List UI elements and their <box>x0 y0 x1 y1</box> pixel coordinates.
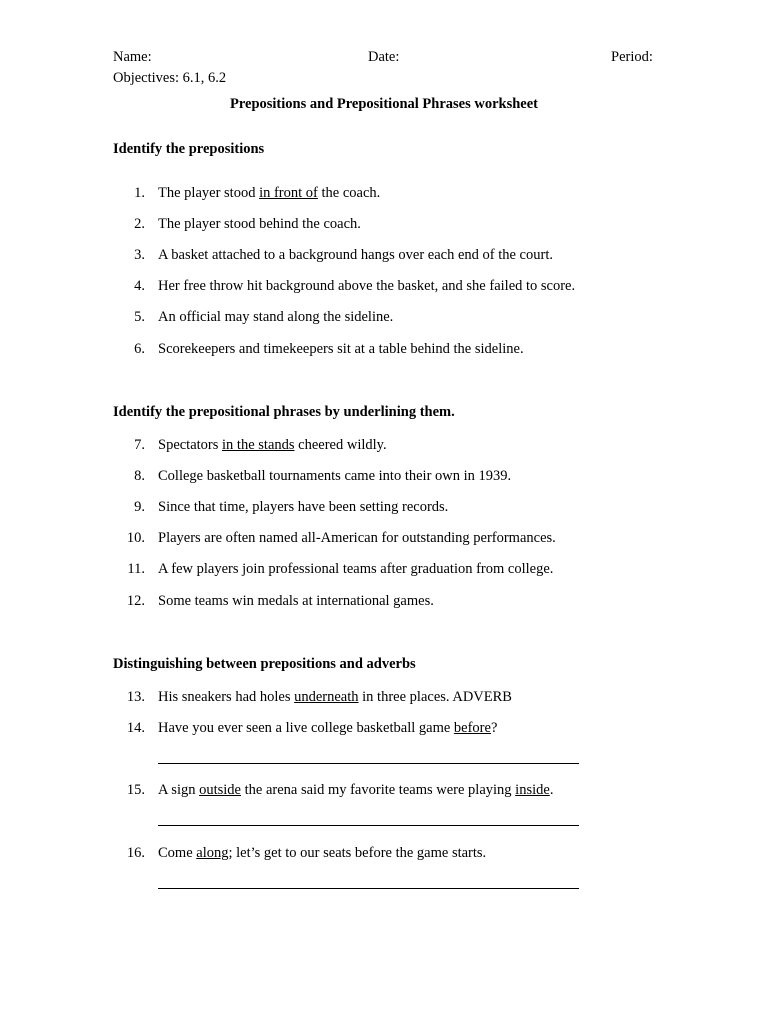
list-item <box>113 592 673 610</box>
text-segment: A sign <box>158 782 200 798</box>
item-text <box>158 277 575 295</box>
item-text <box>158 560 553 578</box>
item-text <box>158 436 387 454</box>
item-text <box>158 308 393 326</box>
text-segment: ? <box>490 720 498 736</box>
item-text <box>158 498 448 516</box>
objectives: Objectives: 6.1, 6.2 <box>113 70 227 86</box>
list-item <box>113 246 673 264</box>
item-number: 7. <box>134 437 145 453</box>
text-segment: College basketball tournaments came into their own in 1939. <box>158 468 512 484</box>
text-segment: His sneakers had holes <box>158 689 295 705</box>
date-label: Date: <box>368 49 400 65</box>
item-text <box>158 844 486 862</box>
list-item <box>113 277 673 295</box>
answer-line-15[interactable] <box>158 825 579 826</box>
text-segment: cheered wildly. <box>294 437 387 453</box>
section-heading-distinguishing: Distinguishing between prepositions and adverbs <box>113 656 416 672</box>
item-number: 12. <box>126 593 145 609</box>
item-number: 2. <box>134 216 145 232</box>
item-number: 1. <box>134 185 145 201</box>
item-number: 13. <box>126 689 145 705</box>
text-segment: A few players join professional teams after graduation from college. <box>158 561 554 577</box>
item-number: 14. <box>126 720 145 736</box>
text-segment: Have you ever seen a live college basketball game <box>158 720 454 736</box>
list-item <box>113 467 673 485</box>
item-number: 6. <box>134 341 145 357</box>
text-segment: Some teams win medals at international games. <box>158 593 434 609</box>
item-number: 15. <box>126 782 145 798</box>
section-heading-prepositions: Identify the prepositions <box>113 141 265 157</box>
underlined-word: in the stands <box>222 437 295 453</box>
item-number: 8. <box>134 468 145 484</box>
list-item <box>113 844 673 862</box>
list-item <box>113 184 673 202</box>
item-text <box>158 592 434 610</box>
text-segment: the coach. <box>317 185 381 201</box>
list-item <box>113 719 673 737</box>
text-segment: An official may stand along the sideline. <box>158 309 394 325</box>
text-segment: A basket attached to a background hangs over each end of the court. <box>158 247 553 263</box>
item-text <box>158 529 556 547</box>
underlined-word: along <box>196 845 229 861</box>
underlined-word: in front of <box>259 185 318 201</box>
item-text <box>158 340 524 358</box>
list-item <box>113 436 673 454</box>
item-number: 3. <box>134 247 145 263</box>
text-segment: . <box>549 782 554 798</box>
answer-line-14[interactable] <box>158 763 579 764</box>
text-segment: Since that time, players have been setting records. <box>158 499 449 515</box>
name-label: Name: <box>113 49 152 65</box>
item-number: 16. <box>126 845 145 861</box>
item-text <box>158 184 380 202</box>
item-number: 11. <box>127 561 145 577</box>
section-heading-phrases: Identify the prepositional phrases by underlining them. <box>113 404 455 420</box>
page-title: Prepositions and Prepositional Phrases worksheet <box>229 96 538 112</box>
underlined-word: before <box>453 720 491 736</box>
item-text <box>158 215 361 233</box>
underlined-word: underneath <box>294 689 359 705</box>
item-text <box>158 688 512 706</box>
item-number: 4. <box>134 278 145 294</box>
text-segment: The player stood behind the coach. <box>158 216 361 232</box>
list-item <box>113 529 673 547</box>
text-segment: in three places. ADVERB <box>358 689 512 705</box>
text-segment: Come <box>158 845 197 861</box>
list-item <box>113 781 673 799</box>
text-segment: Scorekeepers and timekeepers sit at a table behind the sideline. <box>158 341 524 357</box>
underlined-word: inside <box>515 782 550 798</box>
list-item <box>113 498 673 516</box>
underlined-word: outside <box>199 782 241 798</box>
answer-line-16[interactable] <box>158 888 579 889</box>
list-item <box>113 340 673 358</box>
text-segment: Her free throw hit background above the basket, and she failed to score. <box>158 278 576 294</box>
period-label: Period: <box>611 49 653 65</box>
item-number: 9. <box>134 499 145 515</box>
text-segment: The player stood <box>158 185 260 201</box>
item-number: 5. <box>134 309 145 325</box>
item-number: 10. <box>126 530 145 546</box>
list-item <box>113 308 673 326</box>
text-segment: Players are often named all-American for outstanding performances. <box>158 530 556 546</box>
text-segment: ; let’s get to our seats before the game starts. <box>228 845 487 861</box>
list-item <box>113 560 673 578</box>
list-item <box>113 688 673 706</box>
text-segment: Spectators <box>158 437 223 453</box>
item-text <box>158 467 511 485</box>
text-segment: the arena said my favorite teams were playing <box>240 782 516 798</box>
item-text <box>158 781 553 799</box>
list-item <box>113 215 673 233</box>
item-text <box>158 246 553 264</box>
item-text <box>158 719 497 737</box>
